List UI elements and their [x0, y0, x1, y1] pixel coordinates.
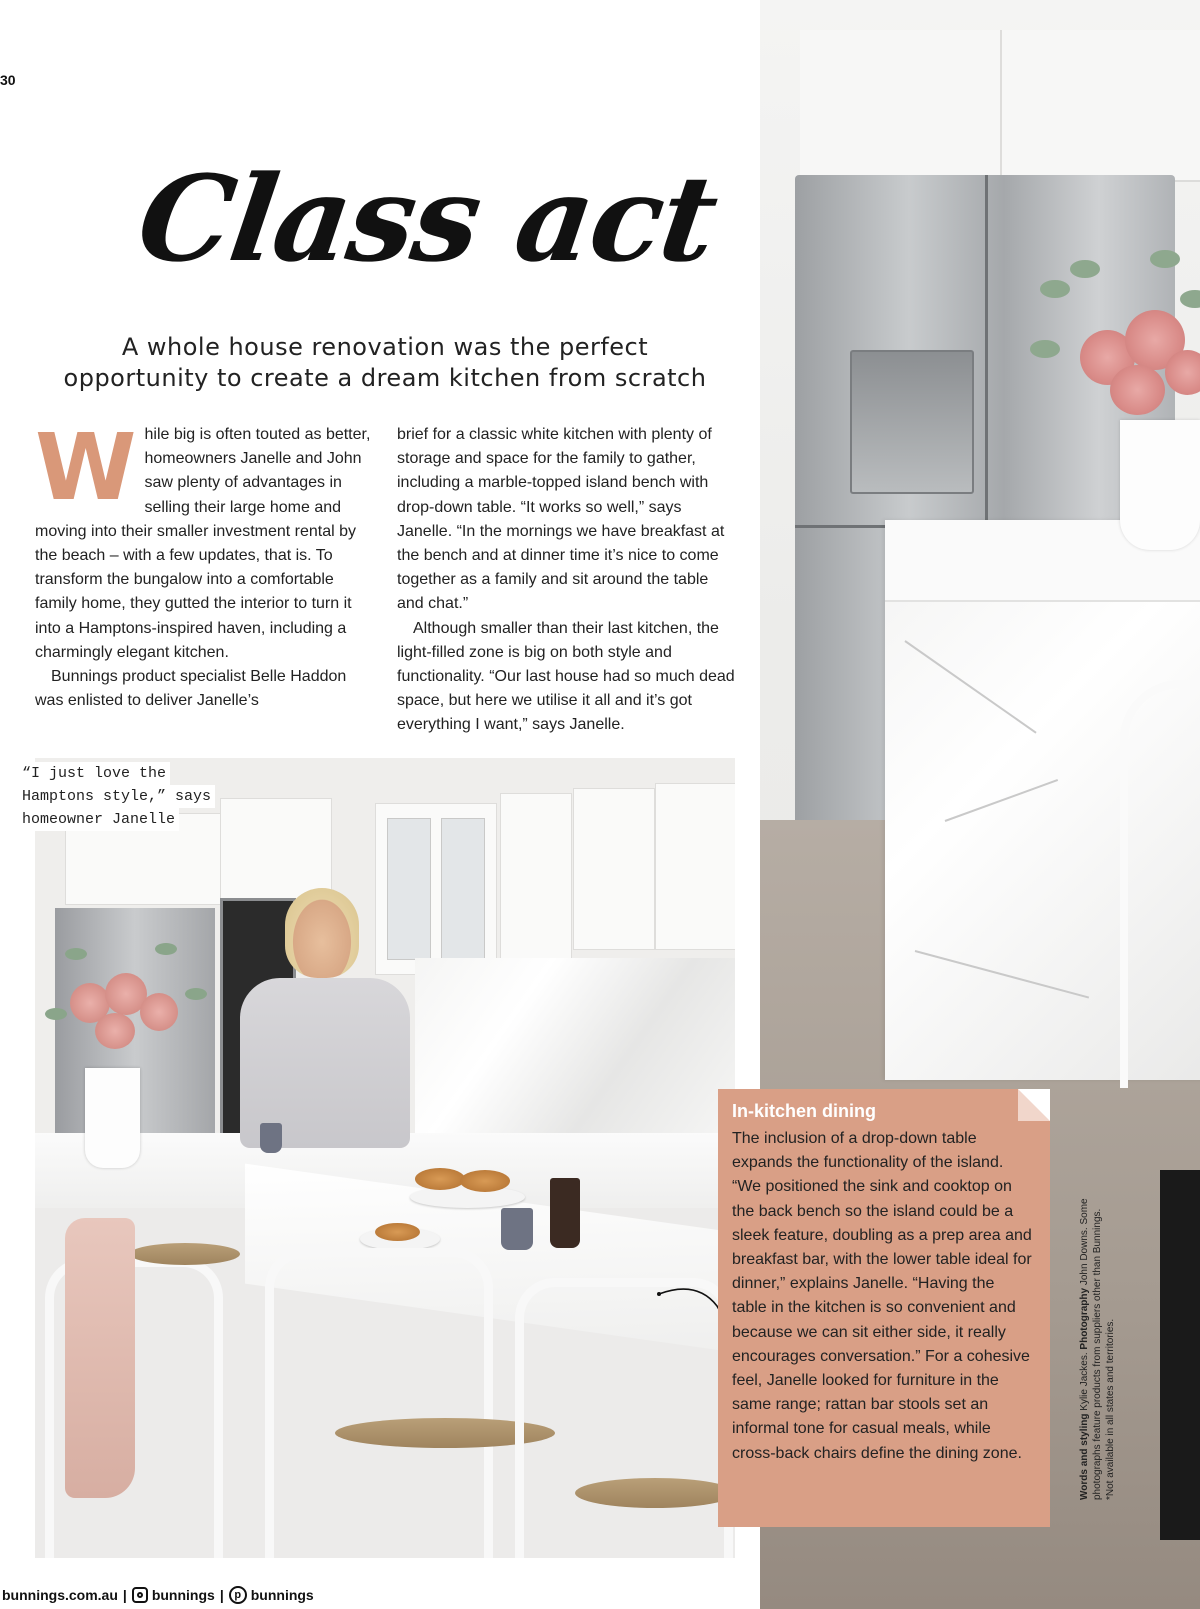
- article-title: Class act: [130, 149, 724, 288]
- article-paragraph-1-text: hile big is often touted as better, homeowners Janelle and John saw plenty of advantages in selling their large home and moving into their smaller investment rental by the beach – with a few updates, that is. To transform the bungalow into a comfortable family home, they gutted the interior to turn it into a Hamptons-inspired haven, including a charmingly elegant kitchen.: [35, 426, 371, 661]
- instagram-icon[interactable]: [132, 1587, 148, 1603]
- article-paragraph-2: Bunnings product specialist Belle Haddon was enlisted to deliver Janelle’s: [35, 668, 347, 710]
- kitchen-photo-janelle: [35, 758, 735, 1558]
- page-fold-corner: [1018, 1089, 1050, 1121]
- article-paragraph-4: Although smaller than their last kitchen, the light-filled zone is big on both style and functionality. “Our last house had so much dead space, but here we utilise it all and it’s got everything I want,” says Janelle.: [397, 619, 735, 734]
- croissant: [415, 1168, 465, 1190]
- drop-cap: W: [35, 414, 137, 521]
- picture-frame-edge: [1160, 1170, 1200, 1540]
- white-vase: [85, 1068, 140, 1168]
- photo-credit: Words and styling Kylie Jackes. Photography John Downs. Some photographs feature products from suppliers other than Bunnings. *Not available in all states and territories.: [1079, 1198, 1116, 1500]
- footer: [2, 1586, 314, 1604]
- subtitle-line-2: opportunity to create a dream kitchen from scratch: [63, 364, 707, 392]
- coffee-plunger: [550, 1178, 580, 1248]
- sidebar-heading: In-kitchen dining: [732, 1101, 876, 1121]
- cross-back-chair: [265, 1248, 493, 1558]
- bar-stool: [1120, 680, 1200, 1088]
- mug: [260, 1123, 282, 1153]
- caption-line-2: Hamptons style,” says: [20, 785, 215, 808]
- white-vase: [1120, 420, 1200, 550]
- page-number: 30: [0, 72, 16, 88]
- footer-pinterest-handle[interactable]: bunnings: [250, 1587, 314, 1603]
- flower-arrangement: [45, 938, 215, 1078]
- article-subtitle: [30, 332, 740, 394]
- flower-arrangement: [1030, 250, 1200, 430]
- article-column-right: [397, 423, 737, 738]
- sidebar-body: The inclusion of a drop-down table expands the functionality of the island. “We positioned the sink and cooktop on the back bench so the island could be a sleek feature, doubling as a prep area and breakfast bar, with the lower table ideal for dinner,” explains Janelle. “Having the table in the kitchen is so convenient and because we can sit either side, it really encourages conversation.” For a cohesive feel, Janelle looked for furniture in the same range; rattan bar stools set an informal tone for casual meals, while cross-back chairs define the dining zone.: [732, 1130, 1032, 1462]
- mug: [501, 1208, 533, 1250]
- footer-website[interactable]: bunnings.com.au: [2, 1587, 118, 1603]
- article-paragraph-1: [35, 414, 373, 665]
- caption-line-1: “I just love the: [20, 762, 170, 785]
- pinterest-icon[interactable]: p: [229, 1586, 247, 1604]
- croissant: [375, 1223, 420, 1241]
- subtitle-line-1: A whole house renovation was the perfect: [121, 333, 649, 361]
- cake-stand: [410, 1186, 525, 1208]
- pink-throw: [65, 1218, 135, 1498]
- footer-separator: |: [122, 1587, 127, 1603]
- footer-instagram-handle[interactable]: bunnings: [151, 1587, 215, 1603]
- upper-cabinets: [800, 30, 1200, 182]
- croissant: [460, 1170, 510, 1192]
- article-paragraph-3: brief for a classic white kitchen with plenty of storage and space for the family to gather, including a marble-topped island bench with drop-down table. “It works so well,” says Janelle. “In the mornings we have breakfast at the bench and at dinner time it’s nice to come together as a family and sit around the table and chat.”: [397, 426, 725, 613]
- photo-caption: [20, 762, 215, 831]
- water-dispenser: [850, 350, 974, 494]
- footer-separator: |: [219, 1587, 224, 1603]
- sidebar-in-kitchen-dining: [718, 1089, 1050, 1527]
- article-column-left: [35, 414, 373, 713]
- caption-line-3: homeowner Janelle: [20, 808, 179, 831]
